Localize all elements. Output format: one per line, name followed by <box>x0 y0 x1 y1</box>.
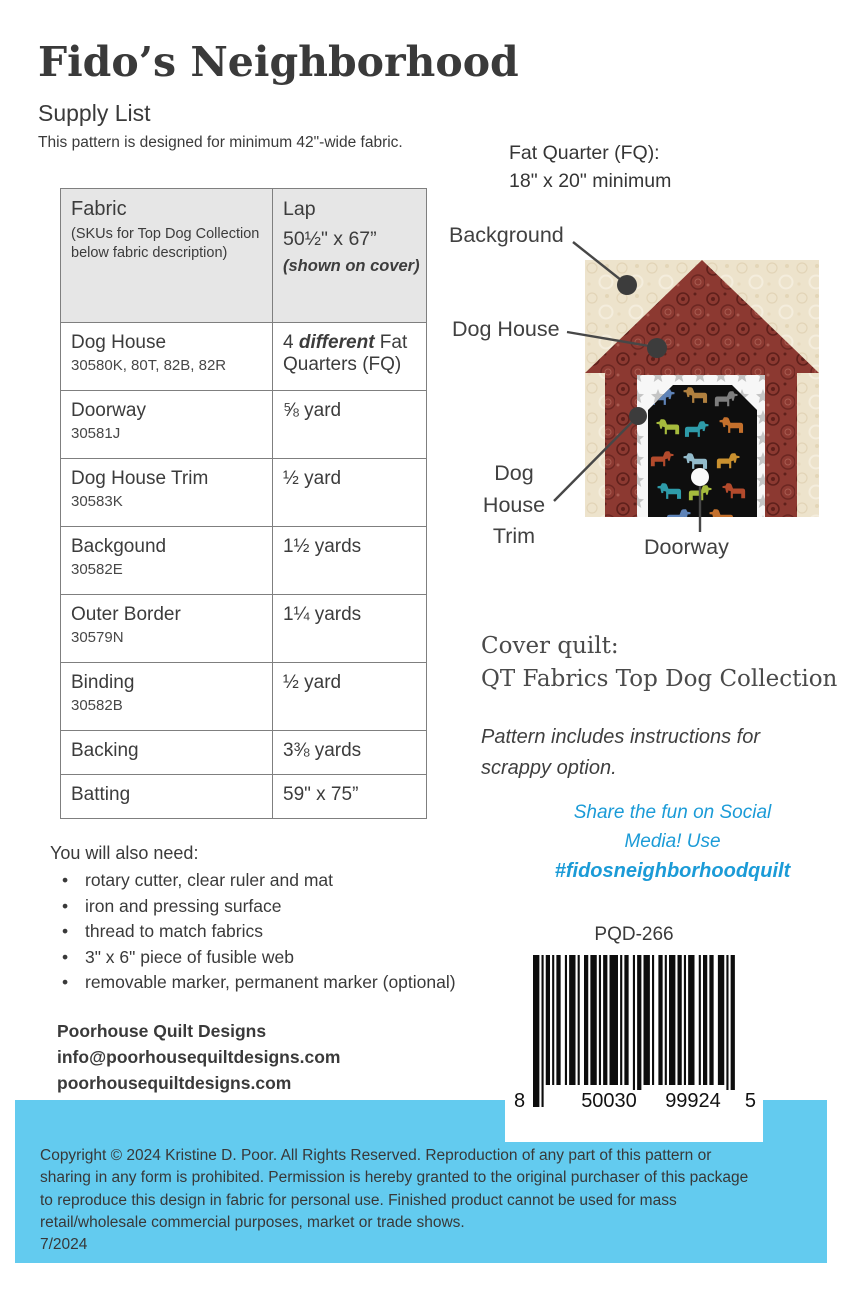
fabric-amount: ½ yard <box>283 468 342 489</box>
copyright-text: Copyright © 2024 Kristine D. Poor. All Rights Reserved. Reproduction of any part of this pattern or sharing in any form is prohibited. Permission is hereby granted to the original purchaser of this package to reproduce this design in fabric for personal use. Finished product cannot be used for mass retail/wholesale commercial purposes, market or trade shows. <box>40 1147 749 1231</box>
label-dog-house: Dog House <box>452 317 560 341</box>
lap-size: 50½" x 67” <box>283 228 377 250</box>
fabric-amount: ½ yard <box>283 672 342 693</box>
fabric-sku: 30580K, 80T, 82B, 82R <box>71 357 227 374</box>
list-item: • removable marker, permanent marker (optional) <box>60 970 530 996</box>
supply-table-header <box>61 189 426 322</box>
column-header-lap: Lap <box>283 198 316 220</box>
column-header-fabric: Fabric <box>71 198 127 220</box>
fabric-amount: 1¼ yards <box>283 604 362 625</box>
label-background: Background <box>449 223 564 247</box>
fabric-amount: 59" x 75” <box>283 784 359 805</box>
fabric-sku: 30582E <box>71 561 123 578</box>
fabric-name: Binding <box>71 672 135 693</box>
hashtag: #fidosneighborhoodquilt <box>554 860 791 882</box>
dog-house-block-image <box>585 260 819 517</box>
pattern-number: PQD-266 <box>594 924 674 945</box>
social-media-callout: Share the fun on Social Media! Use #fidosneighborhoodquilt <box>500 799 841 886</box>
list-item: • rotary cutter, clear ruler and mat <box>60 868 530 894</box>
fabric-name: Backing <box>71 740 139 761</box>
contact-website: poorhousequiltdesigns.com <box>57 1072 292 1093</box>
contact-block <box>57 1019 340 1097</box>
fabric-sku: 30579N <box>71 629 124 646</box>
fabric-amount: ⅝ yard <box>283 400 342 421</box>
fabric-sku: 30583K <box>71 493 123 510</box>
page-title: Fido’s Neighborhood <box>38 38 519 86</box>
list-item: • 3" x 6" piece of fusible web <box>60 945 530 971</box>
table-row <box>61 662 426 730</box>
column-header-fabric-subnote: (SKUs for Top Dog Collection below fabric description) <box>71 226 260 262</box>
also-need-list <box>60 868 530 996</box>
cover-quilt-info: Cover quilt: QT Fabrics Top Dog Collection <box>481 633 838 692</box>
fabric-name: Dog House Trim <box>71 468 209 489</box>
fabric-name: Backgound <box>71 536 167 557</box>
table-row <box>61 458 426 526</box>
list-item: • thread to match fabrics <box>60 919 530 945</box>
company-name: Poorhouse Quilt Designs <box>57 1021 267 1041</box>
fabric-width-note: This pattern is designed for minimum 42"-wide fabric. <box>38 134 403 151</box>
fabric-amount: 3⅜ yards <box>283 740 362 761</box>
also-need-heading: You will also need: <box>50 843 199 863</box>
scrappy-option-note: Pattern includes instructions for scrappy option. <box>481 726 761 779</box>
fabric-amount: 1½ yards <box>283 536 362 557</box>
label-doorway: Doorway <box>644 535 729 559</box>
fabric-name: Dog House <box>71 332 167 353</box>
fabric-name: Outer Border <box>71 604 181 625</box>
table-row <box>61 730 426 774</box>
supply-table <box>60 188 427 819</box>
fabric-name: Doorway <box>71 400 146 421</box>
footer-date: 7/2024 <box>40 1236 88 1254</box>
fabric-sku: 30582B <box>71 697 123 714</box>
lap-shown-on-cover-note: (shown on cover) <box>283 257 420 275</box>
fabric-amount: 4 different Fat Quarters (FQ) <box>283 332 408 375</box>
table-row <box>61 390 426 458</box>
barcode-panel: PQD-266 8 50030 99924 5 <box>505 922 763 1142</box>
fabric-name: Batting <box>71 784 131 805</box>
table-row <box>61 594 426 662</box>
supply-list-heading: Supply List <box>38 100 151 126</box>
fabric-sku: 30581J <box>71 425 121 442</box>
table-row <box>61 526 426 594</box>
barcode-image <box>533 955 737 1107</box>
label-dog-house-trim: Dog House Trim <box>482 461 546 549</box>
contact-email: info@poorhousequiltdesigns.com <box>57 1046 341 1067</box>
fat-quarter-note: Fat Quarter (FQ): 18" x 20" minimum <box>509 142 672 193</box>
list-item: • iron and pressing surface <box>60 894 530 920</box>
table-row <box>61 322 426 390</box>
table-row <box>61 774 426 818</box>
supply-table-body <box>61 322 426 818</box>
